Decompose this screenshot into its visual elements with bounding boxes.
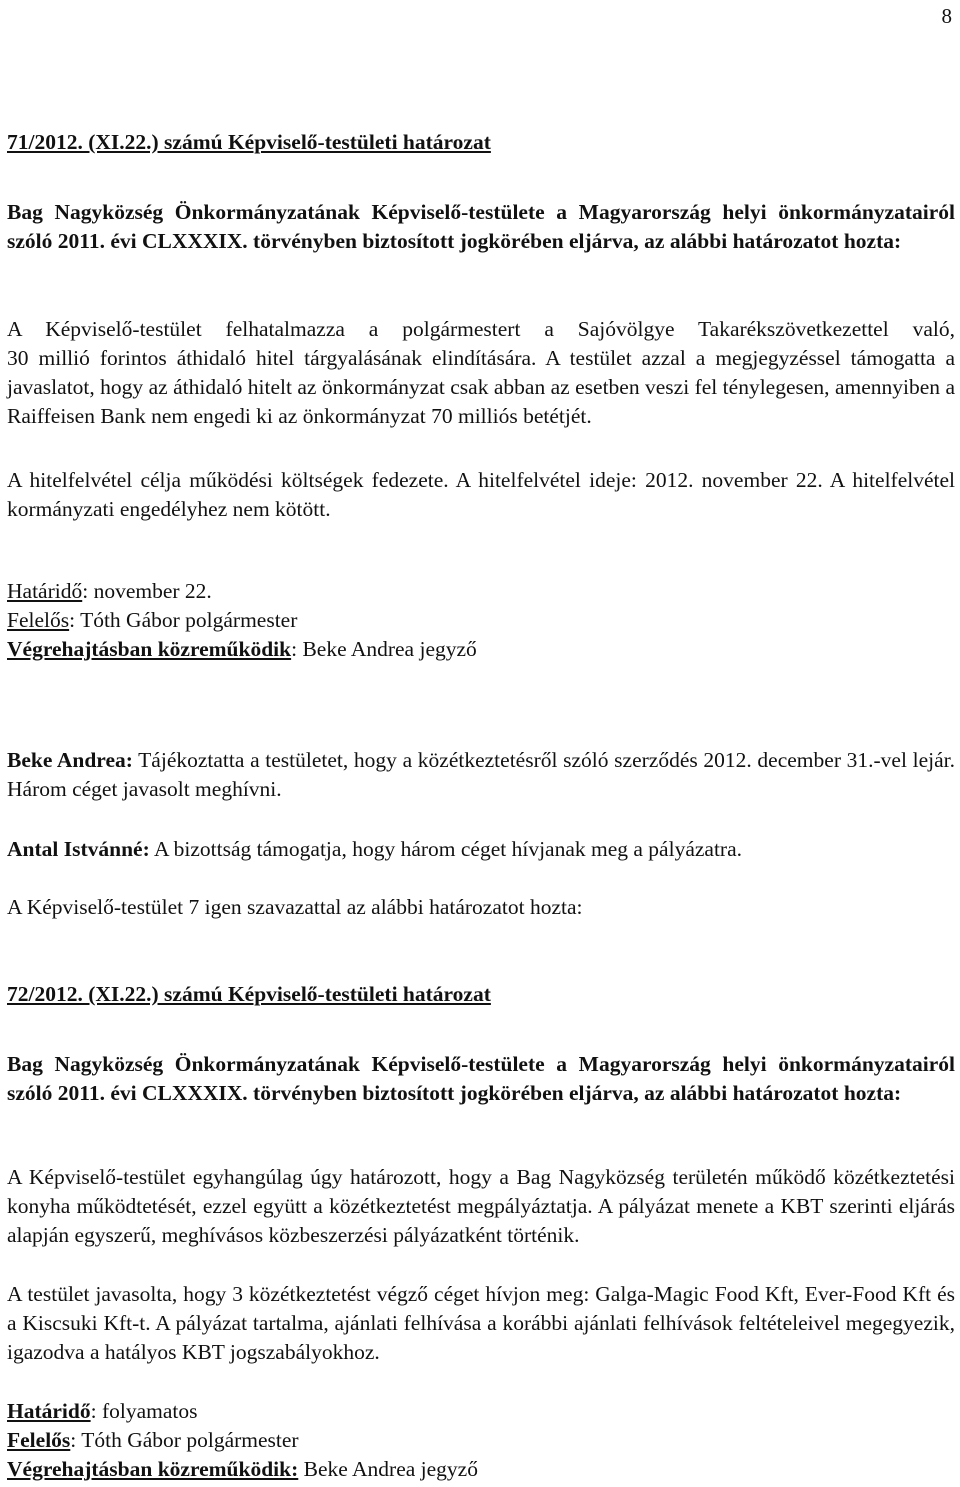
- resolution-72-body1: A Képviselő-testület egyhangúlag úgy határozott, hogy a Bag Nagyközség területén működő közétkeztetési konyha működtetését, ezzel együtt a közétkeztetést megpályáztatja. A pályázat menete a KBT szerinti eljárás alapján egyszerű, meghívásos közbeszerzési pályázatként történik.: [7, 1165, 955, 1247]
- execution-label: Végrehajtásban közreműködik: [7, 637, 292, 661]
- speaker-name: Antal Istvánné:: [7, 837, 150, 861]
- deadline-value: : november 22.: [82, 579, 212, 603]
- execution-value: Beke Andrea jegyző: [298, 1457, 478, 1481]
- resolution-72-title: 72/2012. (XI.22.) számú Képviselő-testületi határozat: [7, 982, 491, 1006]
- execution-label: Végrehajtásban közreműködik:: [7, 1457, 299, 1481]
- deadline-value: : folyamatos: [90, 1399, 198, 1423]
- resolution-71-execution: [7, 635, 955, 664]
- discussion-antal-istvanne: [7, 835, 955, 864]
- deadline-label: Határidő: [7, 1399, 91, 1423]
- discussion-beke-andrea: [7, 746, 955, 804]
- resolution-71-body: 30 millió forintos áthidaló hitel tárgyalásának elindítására. A testület azzal a megjegyzéssel támogatta a javaslatot, hogy az áthidaló hitelt az önkormányzat csak abban az esetben veszi fel ténylegesen, amennyiben a Raiffeisen Bank nem engedi ki az önkormányzat 70 milliós betétjét.: [7, 346, 955, 428]
- resolution-71-responsible: [7, 606, 955, 635]
- resolution-72-body2: A testület javasolta, hogy 3 közétkeztetést végző céget hívjon meg: Galga-Magic Food Kft, Ever-Food Kft és a Kiscsuki Kft-t. A pályázat tartalma, ajánlati felhívása a korábbi ajánlati felhívások feltételeivel megegyezik, igazodva a hatályos KBT jogszabályokhoz.: [7, 1282, 955, 1364]
- page-number: 8: [941, 4, 952, 28]
- speaker-text: Tájékoztatta a testületet, hogy a közétkeztetésről szóló szerződés 2012. december 31.-vel lejár. Három céget javasolt meghívni.: [7, 748, 955, 801]
- resolution-72-responsible: [7, 1426, 955, 1455]
- speaker-name: Beke Andrea:: [7, 748, 133, 772]
- vote-statement: A Képviselő-testület 7 igen szavazattal az alábbi határozatot hozta:: [7, 895, 583, 919]
- resolution-72-preamble: Bag Nagyközség Önkormányzatának Képviselő-testülete a Magyarország helyi önkormányzatairól szóló 2011. évi CLXXXIX. törvényben biztosított jogkörében eljárva, az alábbi határozatot hozta:: [7, 1052, 955, 1105]
- resolution-71-preamble: Bag Nagyközség Önkormányzatának Képviselő-testülete a Magyarország helyi önkormányzatairól szóló 2011. évi CLXXXIX. törvényben biztosított jogkörében eljárva, az alábbi határozatot hozta:: [7, 200, 955, 253]
- responsible-label: Felelős: [7, 1428, 71, 1452]
- resolution-72-execution: [7, 1455, 955, 1484]
- responsible-value: : Tóth Gábor polgármester: [70, 1428, 299, 1452]
- resolution-71-deadline: [7, 577, 955, 606]
- responsible-label: Felelős: [7, 608, 70, 632]
- responsible-value: : Tóth Gábor polgármester: [69, 608, 298, 632]
- speaker-text: A bizottság támogatja, hogy három céget hívjanak meg a pályázatra.: [149, 837, 743, 861]
- resolution-71-title: 71/2012. (XI.22.) számú Képviselő-testületi határozat: [7, 130, 491, 154]
- deadline-label: Határidő: [7, 579, 83, 603]
- resolution-72-deadline: [7, 1397, 955, 1426]
- execution-value: : Beke Andrea jegyző: [291, 637, 477, 661]
- resolution-71-purpose: A hitelfelvétel célja működési költségek fedezete. A hitelfelvétel ideje: 2012. november 22. A hitelfelvétel kormányzati engedélyhez nem kötött.: [7, 468, 955, 521]
- resolution-71-body-line1: A Képviselő-testület felhatalmazza a polgármestert a Sajóvölgye Takarékszövetkezettel való,: [7, 317, 955, 341]
